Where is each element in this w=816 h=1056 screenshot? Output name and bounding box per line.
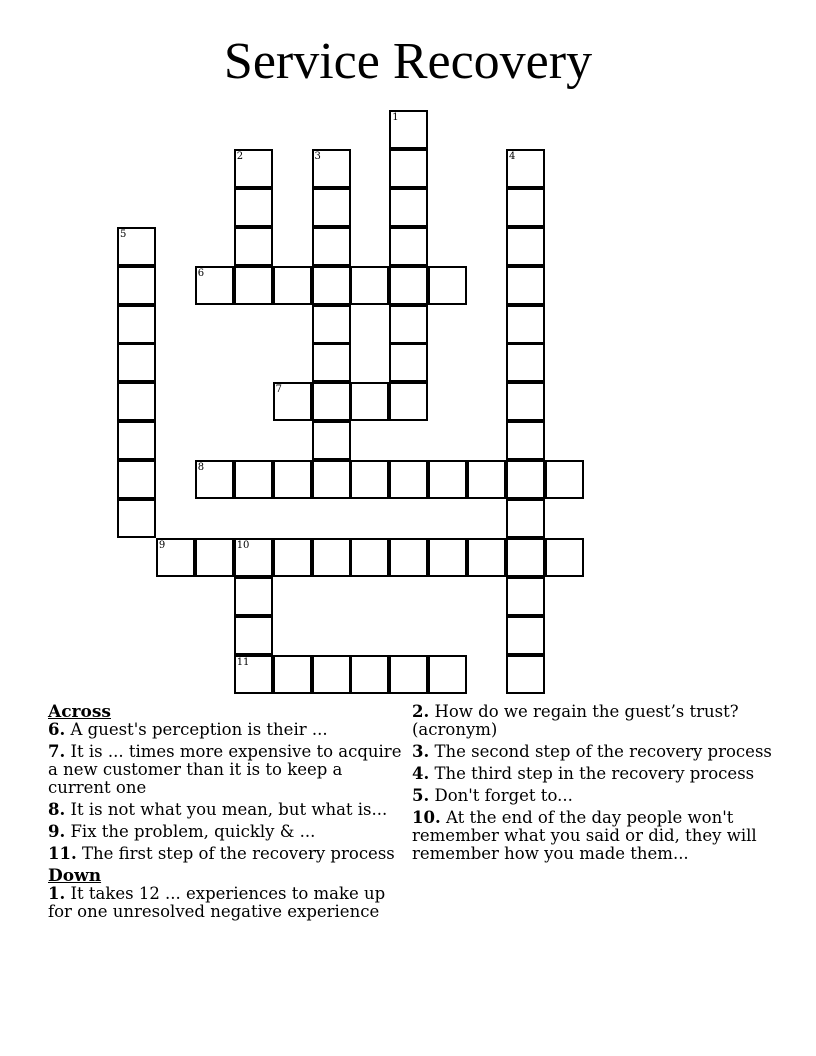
grid-cell[interactable] (117, 421, 156, 460)
grid-cell[interactable] (234, 266, 273, 305)
grid-cell[interactable] (117, 305, 156, 344)
clue-text: Fix the problem, quickly & ... (65, 822, 316, 841)
clue-number: 4. (412, 764, 430, 783)
clue-text: It is not what you mean, but what is... (65, 800, 388, 819)
grid-cell[interactable] (428, 538, 467, 577)
clue-text: How do we regain the guest’s trust? (acronym) (412, 702, 739, 739)
clue-number-label: 7 (275, 384, 282, 396)
grid-cell[interactable] (389, 227, 428, 266)
grid-cell[interactable] (506, 188, 545, 227)
clue-number: 7. (48, 742, 66, 761)
grid-cell[interactable] (389, 149, 428, 188)
grid-cell[interactable] (389, 538, 428, 577)
clue-text: It is ... times more expensive to acquire a new customer than it is to keep a current one (48, 742, 402, 797)
clue-number-label: 11 (236, 656, 250, 668)
clue-text: At the end of the day people won't remember what you said or did, they will remember how you made them... (412, 808, 757, 863)
grid-cell[interactable] (506, 149, 545, 188)
clue-number-label: 8 (197, 462, 205, 474)
across-heading: Across (48, 702, 111, 722)
grid-cell[interactable] (506, 538, 545, 577)
clue-number: 11. (48, 844, 77, 863)
grid-cell[interactable] (506, 227, 545, 266)
grid-cell[interactable] (312, 655, 351, 694)
grid-cell[interactable] (506, 499, 545, 538)
grid-cell[interactable] (234, 149, 273, 188)
grid-cell[interactable] (234, 655, 273, 694)
clue-number-label: 6 (197, 267, 205, 279)
grid-cell[interactable] (506, 577, 545, 616)
grid-cell[interactable] (545, 460, 584, 499)
grid-cell[interactable] (428, 655, 467, 694)
clues-left-column (48, 703, 410, 925)
clue-text: The second step of the recovery process (429, 742, 772, 761)
grid-cell[interactable] (195, 460, 234, 499)
grid-cell[interactable] (428, 460, 467, 499)
grid-cell[interactable] (312, 382, 351, 421)
clue-number: 6. (48, 720, 66, 739)
grid-cell[interactable] (234, 188, 273, 227)
grid-cell[interactable] (234, 616, 273, 655)
grid-cell[interactable] (273, 460, 312, 499)
grid-cell[interactable] (312, 460, 351, 499)
grid-cell[interactable] (312, 305, 351, 344)
grid-cell[interactable] (234, 577, 273, 616)
clue-item (48, 721, 410, 739)
clue-item (48, 845, 410, 863)
grid-cell[interactable] (312, 538, 351, 577)
clue-item (412, 765, 772, 783)
grid-cell[interactable] (506, 305, 545, 344)
grid-cell[interactable] (117, 460, 156, 499)
down-clue-list-start (48, 885, 410, 921)
grid-cell[interactable] (506, 382, 545, 421)
clue-text: A guest's perception is their ... (65, 720, 328, 739)
grid-cell[interactable] (428, 266, 467, 305)
grid-cell[interactable] (273, 655, 312, 694)
grid-cell[interactable] (506, 460, 545, 499)
grid-cell[interactable] (506, 266, 545, 305)
grid-cell[interactable] (506, 343, 545, 382)
clue-number: 10. (412, 808, 441, 827)
grid-cell[interactable] (506, 421, 545, 460)
grid-cell[interactable] (273, 382, 312, 421)
grid-cell[interactable] (312, 188, 351, 227)
clue-number-label: 4 (509, 150, 516, 162)
grid-cell[interactable] (195, 538, 234, 577)
clue-number: 9. (48, 822, 66, 841)
grid-cell[interactable] (506, 616, 545, 655)
down-clue-list-continued (412, 703, 772, 863)
clue-number-label: 5 (120, 228, 127, 240)
grid-cell[interactable] (117, 266, 156, 305)
grid-cell[interactable] (389, 266, 428, 305)
grid-cell[interactable] (312, 421, 351, 460)
clue-item (412, 809, 772, 863)
clue-number: 5. (412, 786, 430, 805)
clue-text: The third step in the recovery process (429, 764, 755, 783)
grid-cell[interactable] (273, 266, 312, 305)
clue-item (48, 823, 410, 841)
grid-cell[interactable] (273, 538, 312, 577)
clue-number: 2. (412, 702, 430, 721)
clue-item (412, 787, 772, 805)
grid-cell[interactable] (389, 382, 428, 421)
grid-cell[interactable] (312, 266, 351, 305)
grid-cell[interactable] (467, 538, 506, 577)
grid-cell[interactable] (234, 460, 273, 499)
grid-cell[interactable] (350, 382, 389, 421)
grid-cell[interactable] (389, 343, 428, 382)
clue-item (48, 743, 410, 797)
clues-right-column (412, 703, 772, 867)
grid-cell[interactable] (545, 538, 584, 577)
clue-number-label: 9 (158, 539, 166, 551)
grid-cell[interactable] (117, 343, 156, 382)
grid-cell[interactable] (117, 382, 156, 421)
clue-number: 3. (412, 742, 430, 761)
clue-number: 8. (48, 800, 66, 819)
grid-cell[interactable] (389, 110, 428, 149)
grid-cell[interactable] (467, 460, 506, 499)
grid-cell[interactable] (389, 188, 428, 227)
grid-cell[interactable] (117, 227, 156, 266)
clue-number-label: 1 (392, 112, 399, 123)
grid-cell[interactable] (350, 266, 389, 305)
clue-text: The first step of the recovery process (76, 844, 395, 863)
clue-text: Don't forget to... (429, 786, 573, 805)
grid-cell[interactable] (156, 538, 195, 577)
grid-cell[interactable] (312, 343, 351, 382)
puzzle-title: Service Recovery (223, 33, 593, 90)
down-heading: Down (48, 866, 102, 886)
clue-text: It takes 12 ... experiences to make up for one unresolved negative experience (48, 884, 386, 921)
across-clue-list (48, 721, 410, 863)
grid-cell[interactable] (389, 460, 428, 499)
grid-cell[interactable] (195, 266, 234, 305)
grid-cell[interactable] (350, 460, 389, 499)
grid-cell[interactable] (389, 655, 428, 694)
clue-number-label: 2 (236, 150, 244, 162)
grid-cell[interactable] (506, 655, 545, 694)
grid-cell[interactable] (312, 227, 351, 266)
grid-cell[interactable] (389, 305, 428, 344)
clue-item (48, 885, 410, 921)
clue-item (48, 801, 410, 819)
grid-cell[interactable] (234, 227, 273, 266)
grid-cell[interactable] (234, 538, 273, 577)
clue-item (412, 703, 772, 739)
grid-cell[interactable] (312, 149, 351, 188)
clue-number: 1. (48, 884, 66, 903)
clue-item (412, 743, 772, 761)
clue-number-label: 10 (236, 539, 250, 551)
clue-number-label: 3 (314, 150, 321, 162)
grid-cell[interactable] (117, 499, 156, 538)
grid-cell[interactable] (350, 655, 389, 694)
grid-cell[interactable] (350, 538, 389, 577)
